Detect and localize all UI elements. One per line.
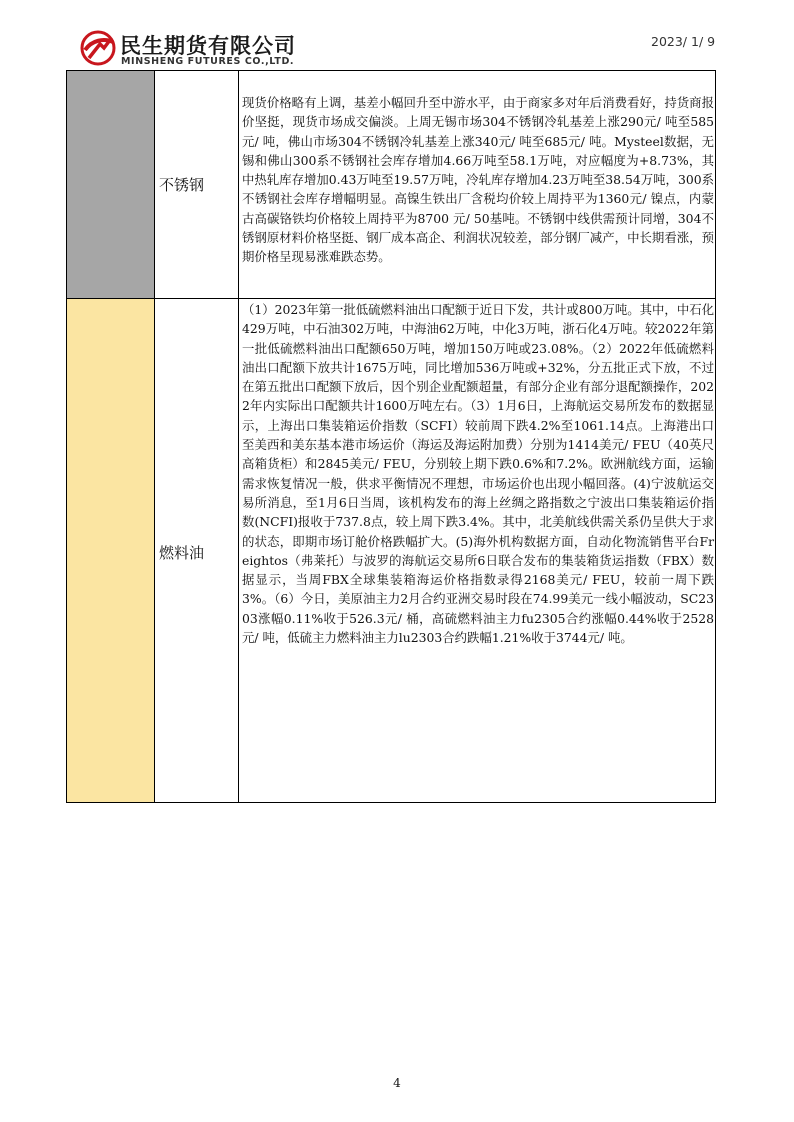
- page-header: [0, 0, 794, 70]
- report-date: 2023/ 1/ 9: [651, 34, 716, 49]
- table-row-divider: [66, 298, 716, 299]
- fuel-oil-commentary: [242, 300, 714, 647]
- table-border-top: [66, 70, 716, 71]
- table-border-left: [66, 70, 67, 803]
- minsheng-logo-icon: [80, 30, 116, 66]
- table-border-bottom: [66, 802, 716, 803]
- table-border-right: [715, 70, 716, 803]
- category-stainless-steel: 不锈钢: [159, 176, 205, 194]
- category-fuel-oil: 燃料油: [159, 544, 205, 562]
- company-name-cn: 民生期货有限公司: [120, 34, 296, 58]
- fuel-oil-paragraph: （1）2023年第一批低硫燃料油出口配额于近日下发，共计或800万吨。其中，中石化429万吨，中石油302万吨，中海油62万吨，中化3万吨，浙石化4万吨。较2022年第一批低硫燃料油出口配额650万吨，增加150万吨或23.08%。（2）2022年低硫燃料油出口配额下放共计1675万吨，同比增加536万吨或+32%，分五批正式下放，不过在第五批出口配额下放后，因个别企业配额超量，有部分企业有部分退配额操作，2022年内实际出口配额共计1600万吨左右。（3）1月6日，上海航运交易所发布的数据显示，上海出口集装箱运价指数（SCFI）较前周下跌4.2%至1061.14点。上海港出口至美西和美东基本港市场运价（海运及海运附加费）分别为1414美元/ FEU（40英尺高箱货柜）和2845美元/ FEU，分别较上期下跌0.6%和7.2%。欧洲航线方面，运输需求恢复情况一般，供求平衡情况不理想，市场运价也出现小幅回落。(4)宁波航运交易所消息，至1月6日当周，该机构发布的海上丝绸之路指数之宁波出口集装箱运价指数(NCFI)报收于737.8点，较上周下跌3.4%。其中，北美航线供需关系仍呈供大于求的状态，即期市场订舱价格跌幅扩大。(5)海外机构数据方面，自动化物流销售平台Freightos（弗莱托）与波罗的海航运交易所6日联合发布的集装箱货运指数（FBX）数据显示，当周FBX全球集装箱海运价格指数录得2168美元/ FEU，较前一周下跌3%。（6）今日，美原油主力2月合约亚洲交易时段在74.99美元一线小幅波动，SC2303涨幅0.11%收于526.3元/ 桶，高硫燃料油主力fu2305合约涨幅0.44%收于2528元/ 吨，低硫主力燃料油主力lu2303合约跌幅1.21%收于3744元/ 吨。: [242, 302, 714, 646]
- row-shade-stainless: [67, 71, 154, 298]
- stainless-steel-paragraph: 现货价格略有上调，基差小幅回升至中游水平，由于商家多对年后消费看好，持货商报价坚挺，现货市场成交偏淡。上周无锡市场304不锈钢冷轧基差上涨290元/ 吨至585元/ 吨，佛山市场304不锈钢冷轧基差上涨340元/ 吨至685元/ 吨。Mysteel数据，无锡和佛山300系不锈钢社会库存增加4.66万吨至58.1万吨，对应幅度为+8.73%，其中热轧库存增加0.43万吨至19.57万吨，冷轧库存增加4.23万吨至38.54万吨，300系不锈钢社会库存增幅明显。高镍生铁出厂含税均价较上周持平为1360元/ 镍点，内蒙古高碳铬铁均价格较上周持平为8700 元/ 50基吨。不锈钢中线供需预计同增，304不锈钢原材料价格坚挺、钢厂成本高企、利润状况较差，部分钢厂减产，中长期看涨，预期价格呈现易涨难跌态势。: [242, 95, 714, 265]
- row-shade-fuel-oil: [67, 299, 154, 802]
- page-number: 4: [393, 1076, 401, 1090]
- stainless-steel-commentary: [242, 93, 714, 267]
- company-name-en: MINSHENG FUTURES CO.,LTD.: [121, 56, 295, 67]
